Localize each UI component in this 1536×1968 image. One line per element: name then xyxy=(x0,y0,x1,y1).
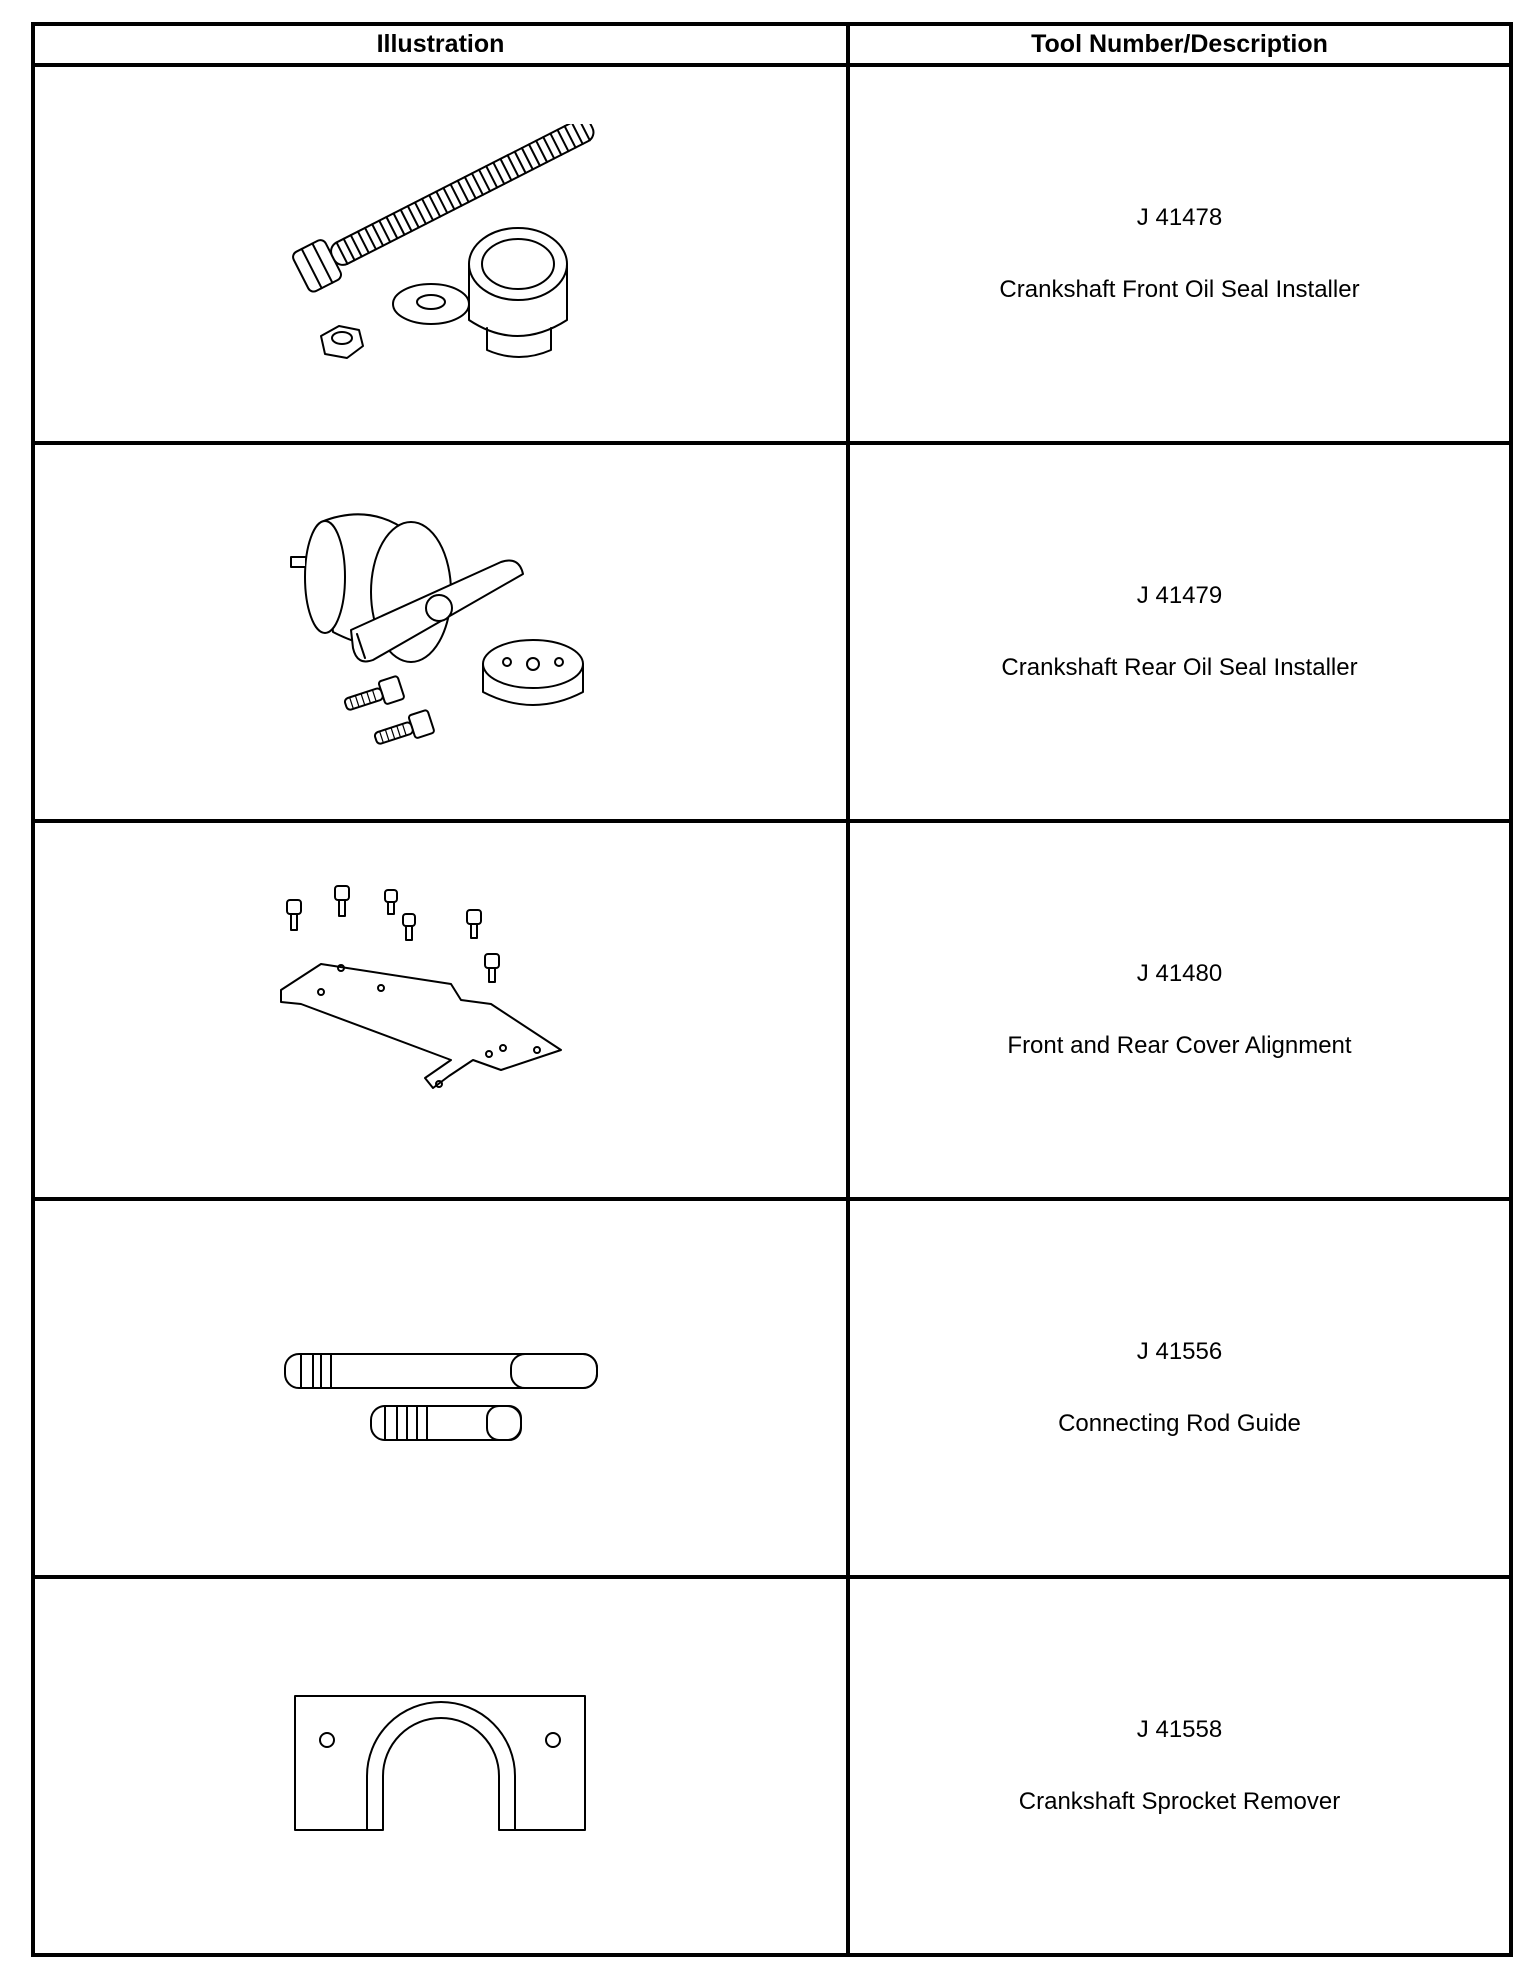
illustration-cell xyxy=(33,65,848,443)
illustration-cell xyxy=(33,1199,848,1577)
rod-guide-pins-icon xyxy=(261,1318,621,1458)
tool-cell xyxy=(848,1577,1511,1955)
tool-number: J 41478 xyxy=(1136,204,1223,231)
sprocket-remover-plate-icon xyxy=(281,1686,601,1846)
illustration-cell xyxy=(33,443,848,821)
tool-description: Front and Rear Cover Alignment xyxy=(1007,1032,1352,1059)
special-tools-table xyxy=(31,22,1513,1957)
table-row xyxy=(33,65,1511,443)
tool-cell xyxy=(848,65,1511,443)
table-row xyxy=(33,443,1511,821)
rear-seal-installer-icon xyxy=(261,482,621,782)
seal-installer-bolt-washer-nut-icon xyxy=(261,124,621,384)
tool-description: Crankshaft Sprocket Remover xyxy=(1018,1788,1341,1815)
tool-description: Crankshaft Rear Oil Seal Installer xyxy=(1001,654,1358,681)
header-tool-number-description: Tool Number/Description xyxy=(848,24,1511,65)
tool-number: J 41480 xyxy=(1136,960,1223,987)
tool-description: Crankshaft Front Oil Seal Installer xyxy=(999,276,1360,303)
tool-number: J 41556 xyxy=(1136,1338,1223,1365)
illustration-cell xyxy=(33,1577,848,1955)
table-row xyxy=(33,1199,1511,1577)
alignment-plate-bolts-icon xyxy=(261,880,621,1140)
tool-cell xyxy=(848,821,1511,1199)
tool-cell xyxy=(848,443,1511,821)
tool-description: Connecting Rod Guide xyxy=(1058,1410,1301,1437)
table-row xyxy=(33,821,1511,1199)
tool-number: J 41479 xyxy=(1136,582,1223,609)
tool-cell xyxy=(848,1199,1511,1577)
illustration-cell xyxy=(33,821,848,1199)
header-row xyxy=(33,24,1511,65)
header-illustration: Illustration xyxy=(33,24,848,65)
table-row xyxy=(33,1577,1511,1955)
tool-number: J 41558 xyxy=(1136,1716,1223,1743)
